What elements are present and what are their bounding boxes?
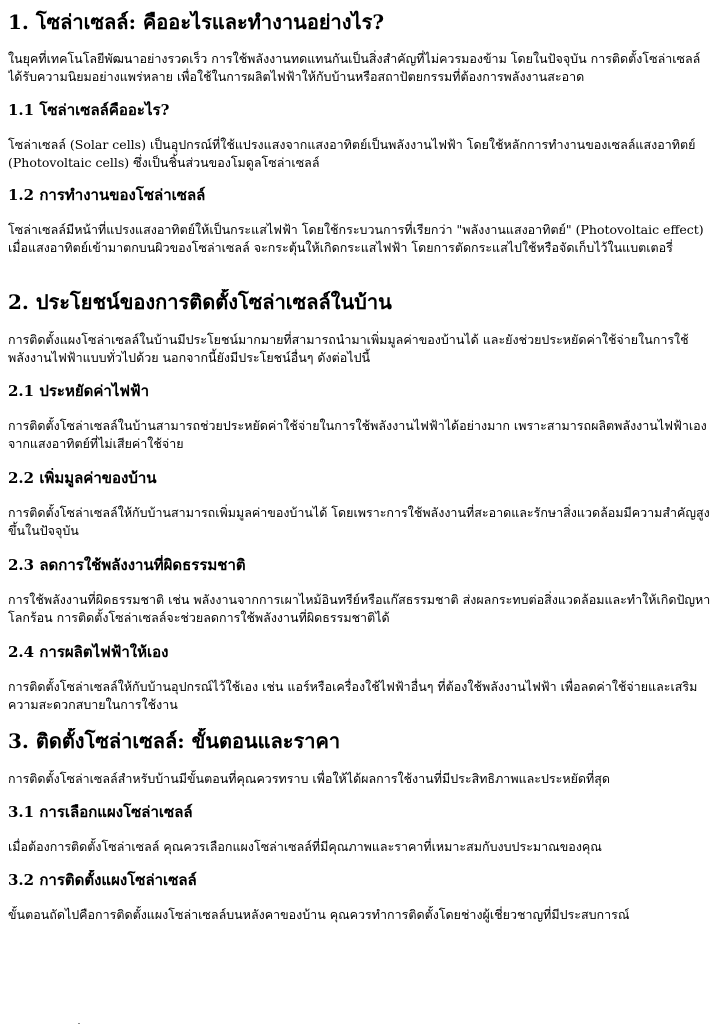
scroll-artifact bbox=[78, 1023, 80, 1024]
subsection-1-2-heading: 1.2 การทำงานของโซล่าเซลล์ bbox=[8, 186, 206, 204]
subsection-1-2-paragraph: โซล่าเซลล์มีหน้าที่แปรงแสงอาทิตย์ให้เป็นกระแสไฟฟ้า โดยใช้กระบวนการที่เรียกว่า "พลังงานแสงอาทิตย์" (Photovoltaic effect) เมื่อแสงอาทิตย์เข้ามาตกบนผิวของโซล่าเซลล์ จะกระตุ้นให้เกิดกระแสไฟฟ้า โดยการตัดกระแสไปใช้หรือจัดเก็บไว้ในแบตเตอรี่ bbox=[8, 222, 704, 255]
subsection-2-3-paragraph: การใช้พลังงานที่ผิดธรรมชาติ เช่น พลังงานจากการเผาไหม้อินทรีย์หรือแก๊สธรรมชาติ ส่งผลกระทบต่อสิ่งแวดล้อมและทำให้เกิดปัญหาโลกร้อน การติดตั้งโซล่าเซลล์จะช่วยลดการใช้พลังงานที่ผิดธรรมชาติได้ bbox=[8, 592, 711, 625]
subsection-2-4-paragraph: การติดตั้งโซล่าเซลล์ให้กับบ้านอุปกรณ์ไว้ใช้เอง เช่น แอร์หรือเครื่องใช้ไฟฟ้าอื่นๆ ที่ต้องใช้พลังงานไฟฟ้า เพื่อลดค่าใช้จ่ายและเสริมความสะดวกสบายในการใช้งาน bbox=[8, 679, 698, 712]
subsection-1-1-heading: 1.1 โซล่าเซลล์คืออะไร? bbox=[8, 101, 170, 119]
subsection-2-2-heading: 2.2 เพิ่มมูลค่าของบ้าน bbox=[8, 469, 157, 487]
subsection-3-2-paragraph: ขั้นตอนถัดไปคือการติดตั้งแผงโซล่าเซลล์บนหลังคาของบ้าน คุณควรทำการติดตั้งโดยช่างผู้เชี่ยวชาญที่มีประสบการณ์ bbox=[8, 907, 630, 922]
subsection-2-4-heading: 2.4 การผลิตไฟฟ้าให้เอง bbox=[8, 643, 169, 661]
subsection-2-3-heading: 2.3 ลดการใช้พลังงานที่ผิดธรรมชาติ bbox=[8, 556, 246, 574]
intro-paragraph: ในยุคที่เทคโนโลยีพัฒนาอย่างรวดเร็ว การใช้พลังงานทดแทนกันเป็นสิ่งสำคัญที่ไม่ควรมองข้าม โดยในปัจจุบัน การติดตั้งโซล่าเซลล์ได้รับความนิยมอย่างแพร่หลาย เพื่อใช้ในการผลิตไฟฟ้าให้กับบ้านหรือสถาปัตยกรรมที่ต้องการพลังงานสะอาด bbox=[8, 51, 701, 84]
subsection-3-1-heading: 3.1 การเลือกแผงโซล่าเซลล์ bbox=[8, 803, 193, 821]
section-2-paragraph: การติดตั้งแผงโซล่าเซลล์ในบ้านมีประโยชน์มากมายที่สามารถนำมาเพิ่มมูลค่าของบ้านได้ และยังช่วยประหยัดค่าใช้จ่ายในการใช้พลังงานไฟฟ้าแบบทั่วไปด้วย นอกจากนี้ยังมีประโยชน์อื่นๆ ดังต่อไปนี้ bbox=[8, 332, 689, 365]
subsection-2-1-paragraph: การติดตั้งโซล่าเซลล์ในบ้านสามารถช่วยประหยัดค่าใช้จ่ายในการใช้พลังงานไฟฟ้าได้อย่างมาก เพราะสามารถผลิตพลังงานไฟฟ้าเองจากแสงอาทิตย์ที่ไม่เสียค่าใช้จ่าย bbox=[8, 418, 707, 451]
section-1-heading: 1. โซล่าเซลล์: คืออะไรและทำงานอย่างไร? bbox=[8, 10, 385, 34]
subsection-3-1-paragraph: เมื่อต้องการติดตั้งโซล่าเซลล์ คุณควรเลือกแผงโซล่าเซลล์ที่มีคุณภาพและราคาที่เหมาะสมกับงบประมาณของคุณ bbox=[8, 839, 602, 854]
section-3-paragraph: การติดตั้งโซล่าเซลล์สำหรับบ้านมีขั้นตอนที่คุณควรทราบ เพื่อให้ได้ผลการใช้งานที่มีประสิทธิภาพและประหยัดที่สุด bbox=[8, 771, 611, 786]
subsection-1-1-paragraph: โซล่าเซลล์ (Solar cells) เป็นอุปกรณ์ที่ใช้แปรงแสงจากแสงอาทิตย์เป็นพลังงานไฟฟ้า โดยใช้หลักการทำงานของเซลล์แสงอาทิตย์ (Photovoltaic cells) ซึ่งเป็นชิ้นส่วนของโมดูลโซล่าเซลล์ bbox=[8, 137, 696, 170]
section-3-heading: 3. ติดตั้งโซล่าเซลล์: ขั้นตอนและราคา bbox=[8, 729, 341, 753]
section-2-heading: 2. ประโยชน์ของการติดตั้งโซล่าเซลล์ในบ้าน bbox=[8, 290, 392, 314]
subsection-2-2-paragraph: การติดตั้งโซล่าเซลล์ให้กับบ้านสามารถเพิ่มมูลค่าของบ้านได้ โดยเพราะการใช้พลังงานที่สะอาดและรักษาสิ่งแวดล้อมมีความสำคัญสูงขึ้นในปัจจุบัน bbox=[8, 505, 710, 538]
subsection-3-2-heading: 3.2 การติดตั้งแผงโซล่าเซลล์ bbox=[8, 871, 197, 889]
subsection-2-1-heading: 2.1 ประหยัดค่าไฟฟ้า bbox=[8, 382, 150, 400]
article bbox=[0, 9, 720, 924]
